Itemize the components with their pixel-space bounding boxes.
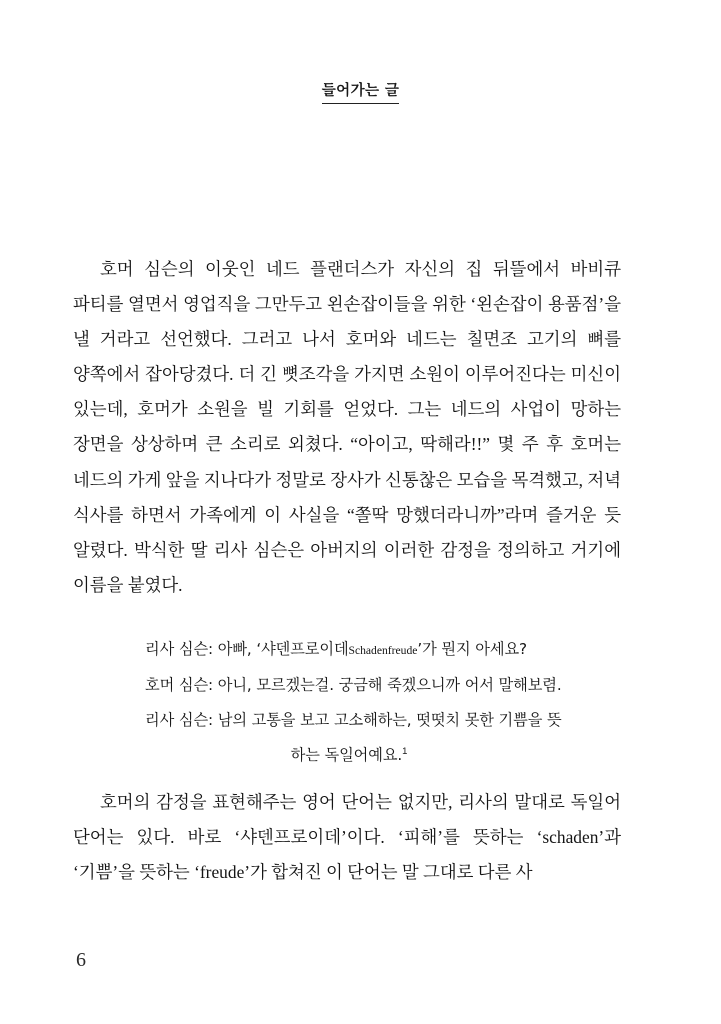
dialogue-line-3-continuation-text: 하는 독일어예요. bbox=[290, 746, 403, 764]
closing-roman-freude: freude bbox=[199, 862, 245, 883]
page-number: 6 bbox=[76, 949, 86, 971]
dialogue-block bbox=[145, 632, 575, 773]
dialogue-line-3: 리사 심슨: 남의 고통을 보고 고소해하는, 떳떳치 못한 기쁨을 뜻 bbox=[145, 711, 562, 729]
body-text-block bbox=[73, 252, 621, 603]
closing-part-1: 호머의 감정을 표현해주는 영어 단어는 없지만, 리사의 말대로 독일어 단어는 있다. 바로 ‘샤덴프로이데’이다. ‘피해’를 뜻하는 ‘ bbox=[73, 792, 621, 848]
dialogue-line-1-before: 리사 심슨: 아빠, ‘샤덴프로이데 bbox=[145, 640, 349, 658]
body-paragraph-1: 호머 심슨의 이웃인 네드 플랜더스가 자신의 집 뒤뜰에서 바비큐 파티를 열면서 영업직을 그만두고 왼손잡이들을 위한 ‘왼손잡이 용품점’을 낼 거라고 선언했다. 그러고 나서 호머와 네드는 칠면조 고기의 뼈를 양쪽에서 잡아당겼다. 더 긴 뼛조각을 가지면 소원이 이루어진다는 미신이 있는데, 호머가 소원을 빌 기회를 얻었다. 그는 네드의 사업이 망하는 장면을 상상하며 큰 소리로 외쳤다. “아이고, 딱해라!!” 몇 주 후 호머는 네드의 가게 앞을 지나다가 정말로 장사가 신통찮은 모습을 목격했고, 저녁 식사를 하면서 가족에게 이 사실을 “쫄딱 망했더라니까”라며 즐거운 듯 알렸다. 박식한 딸 리사 심슨은 아버지의 이러한 감정을 정의하고 거기에 이름을 붙였다. bbox=[73, 259, 621, 595]
dialogue-line-2: 호머 심슨: 아니, 모르겠는걸. 궁금해 죽겠으니까 어서 말해보렴. bbox=[145, 676, 562, 694]
closing-part-3: ’가 합쳐진 이 단어는 말 그대로 다른 사 bbox=[244, 862, 533, 883]
dialogue-line-3-continuation bbox=[145, 738, 575, 773]
chapter-heading-text: 들어가는 글 bbox=[322, 83, 399, 104]
closing-roman-schaden: schaden bbox=[542, 827, 599, 848]
chapter-heading bbox=[0, 82, 721, 104]
closing-part-2: ’과 ‘기쁨’을 뜻하는 ‘ bbox=[73, 827, 621, 883]
dialogue-line-1-after: ’가 뭔지 아세요? bbox=[417, 640, 527, 658]
footnote-reference-marker[interactable]: 1 bbox=[402, 745, 408, 757]
dialogue-line-1-roman-term: Schadenfreude bbox=[348, 644, 418, 657]
closing-paragraph bbox=[73, 785, 621, 890]
dialogue-line-1 bbox=[145, 632, 575, 668]
closing-text-block bbox=[73, 785, 621, 890]
